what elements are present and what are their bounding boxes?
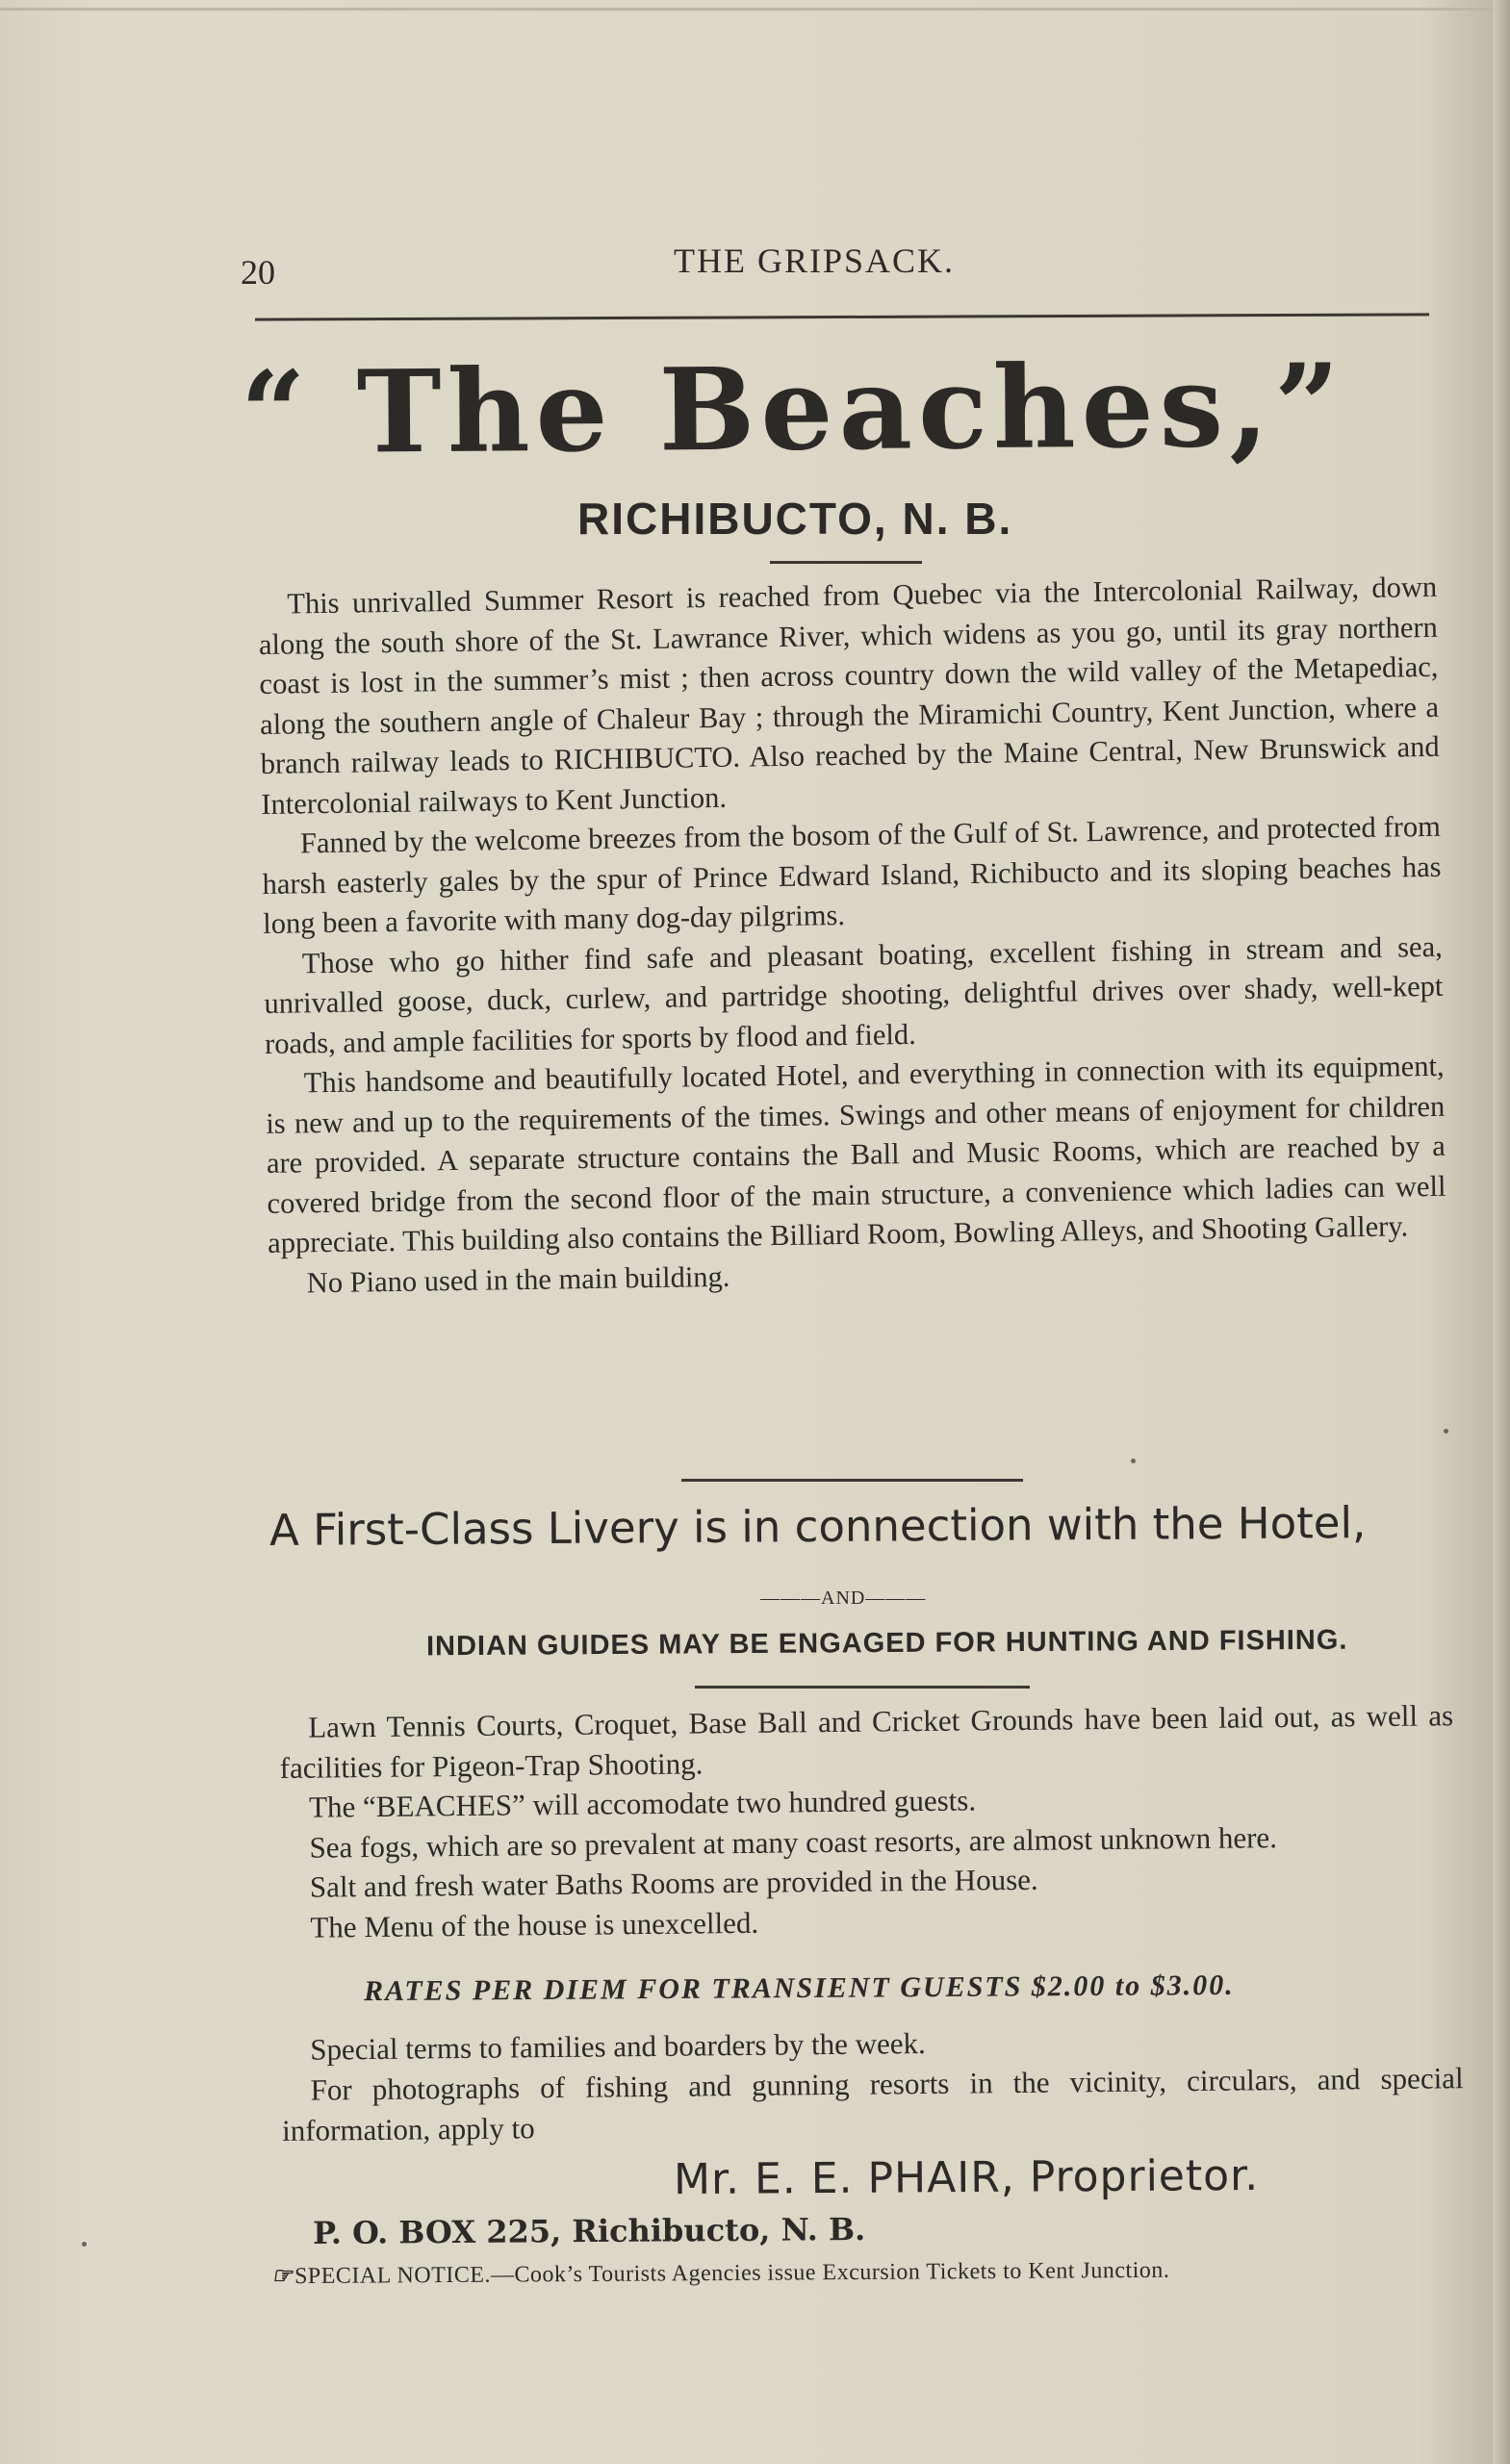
- running-title: THE GRIPSACK.: [674, 241, 956, 280]
- intro-text: [258, 568, 1447, 1304]
- print-speck: [1131, 1459, 1136, 1463]
- section-rule: [681, 1479, 1023, 1482]
- closing-1: Special terms to families and boarders by the week.: [310, 2025, 926, 2067]
- intro-paragraph-2: Fanned by the welcome breezes from the bosom of the Gulf of St. Lawrence, and protected from harsh easterly gales by the spur of Prince Edward Island, Richibucto and its sloping beaches has long been a favorite with many dog-day pilgrims.: [262, 809, 1442, 940]
- page-header: [241, 241, 1434, 292]
- subtitle-rule: [770, 561, 922, 564]
- amenities-text: [279, 1695, 1456, 1947]
- page-number: 20: [241, 253, 275, 292]
- livery-line: A First-Class Livery is in connection with the Hotel,: [269, 1497, 1367, 1556]
- print-speck: [82, 2242, 87, 2247]
- advert-title: “ The Beaches,”: [240, 338, 1346, 480]
- intro-paragraph-4: This handsome and beautifully located Hotel, and everything in connection with its equipment, is new and up to the requirements of the times. Swings and other means of enjoyment for children are provided. A separate structure contains the Ball and Music Rooms, which are reached by a covered bridge from the second floor of the main structure, a convenience which ladies can well appreciate. This building also contains the Billiard Room, Bowling Alleys, and Shooting Gallery.: [266, 1049, 1446, 1259]
- amenity-3: Sea fogs, which are so prevalent at many coast resorts, are almost unknown here.: [309, 1819, 1278, 1865]
- and-divider: ———AND———: [760, 1588, 927, 1609]
- special-notice: [271, 2256, 1170, 2291]
- intro-paragraph-1: This unrivalled Summer Resort is reached from Quebec via the Intercolonial Railway, down along the south shore of the St. Lawrance River, which widens as you go, until its gray northern coast is lost in the summer’s mist ; then across country down the wild valley of the Metapediac, along the southern angle of Chaleur Bay ; through the Miramichi Country, Kent Junction, where a branch railway leads to RICHIBUCTO. Also reached by the Maine Central, New Brunswick and Intercolonial railways to Kent Junction.: [258, 570, 1440, 821]
- intro-paragraph-3: Those who go hither find safe and pleasant boating, excellent fishing in stream and sea, unrivalled goose, duck, curlew, and partridge shooting, delightful drives over shady, well-kept roads, and ample facilities for sports by flood and field.: [264, 929, 1444, 1060]
- amenity-5: The Menu of the house is unexcelled.: [310, 1905, 759, 1944]
- proprietor-name: Mr. E. E. PHAIR, Proprietor.: [673, 2150, 1260, 2205]
- top-edge-rule: [0, 8, 1501, 11]
- guides-rule: [695, 1686, 1030, 1689]
- special-notice-text: SPECIAL NOTICE.—Cook’s Tourists Agencies issue Excursion Tickets to Kent Junction.: [294, 2257, 1170, 2290]
- advert-subtitle: RICHIBUCTO, N. B.: [577, 494, 1013, 544]
- guides-line: INDIAN GUIDES MAY BE ENGAGED FOR HUNTING AND FISHING.: [425, 1624, 1348, 1663]
- rates-line: RATES PER DIEM FOR TRANSIENT GUESTS $2.00 to $3.00.: [363, 1969, 1235, 2008]
- closing-2: For photographs of fishing and gunning resorts in the vicinity, circulars, and special information, apply to: [281, 2061, 1464, 2147]
- pointing-hand-icon: ☞: [270, 2264, 294, 2290]
- postal-address: P. O. BOX 225, Richibucto, N. B.: [312, 2210, 866, 2252]
- closing-text: [281, 2018, 1464, 2151]
- page-edge-shadow: [1493, 0, 1510, 2464]
- amenity-2: The “BEACHES” will accomodate two hundred guests.: [308, 1783, 977, 1824]
- header-rule: [255, 313, 1429, 320]
- amenity-4: Salt and fresh water Baths Rooms are provided in the House.: [309, 1862, 1038, 1904]
- print-speck: [1444, 1429, 1448, 1434]
- intro-paragraph-5: No Piano used in the main building.: [306, 1259, 730, 1299]
- amenity-1: Lawn Tennis Courts, Croquet, Base Ball and Cricket Grounds have been laid out, as well as facilities for Pigeon-Trap Shooting.: [279, 1698, 1454, 1785]
